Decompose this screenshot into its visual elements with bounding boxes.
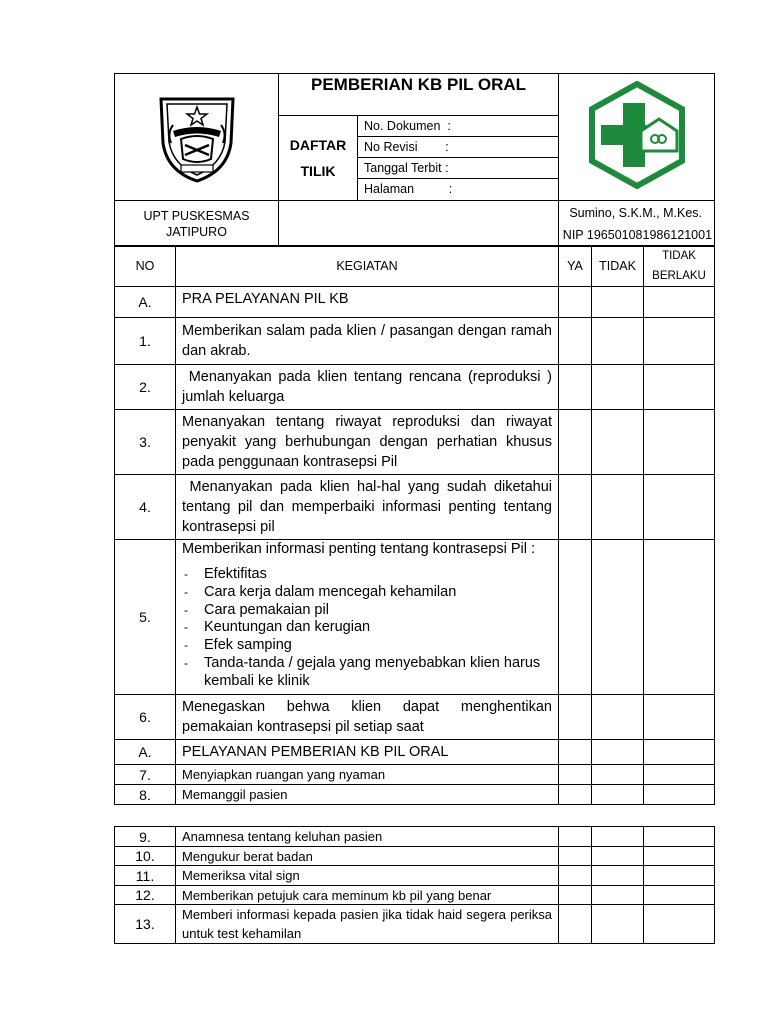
check-tidak-berlaku[interactable] [644, 287, 715, 318]
check-ya[interactable] [559, 540, 592, 695]
row-activity: Anamnesa tentang keluhan pasien [176, 827, 559, 847]
table-row [115, 318, 715, 365]
meta-halaman: Halaman : [364, 182, 453, 196]
check-ya[interactable] [559, 905, 592, 944]
check-tidak-berlaku[interactable] [644, 475, 715, 540]
row-activity: Mengukur berat badan [176, 847, 559, 866]
row-number: 11. [115, 866, 176, 886]
check-tidak-berlaku[interactable] [644, 886, 715, 905]
row-activity: Memberikan informasi penting tentang kontrasepsi Pil : [182, 541, 536, 557]
signer-name: Sumino, S.K.M., M.Kes. [569, 205, 703, 220]
check-tidak-berlaku[interactable] [644, 540, 715, 695]
col-header-tidak-berlaku [644, 246, 715, 287]
list-item: - Efektifitas [182, 566, 552, 584]
document-title: PEMBERIAN KB PIL ORAL [279, 74, 558, 116]
check-tidak[interactable] [592, 410, 644, 475]
row-number: 4. [115, 475, 176, 540]
meta-no-revisi: No Revisi : [358, 137, 558, 158]
check-tidak[interactable] [592, 847, 644, 866]
row-number: 12. [115, 886, 176, 905]
puskesmas-cross-icon [585, 81, 689, 189]
list-item: - Efek samping [182, 637, 552, 655]
row-number: 7. [115, 765, 176, 785]
check-ya[interactable] [559, 365, 592, 410]
row-activity: Memanggil pasien [176, 785, 559, 805]
document-header [114, 73, 715, 247]
row-activity: Memberi informasi kepada pasien jika tidak haid segera periksa untuk test kehamilan [176, 905, 559, 944]
row-number: 8. [115, 785, 176, 805]
check-tidak[interactable] [592, 695, 644, 740]
row-activity: Memeriksa vital sign [176, 866, 559, 886]
row-number: 6. [115, 695, 176, 740]
check-tidak-berlaku[interactable] [644, 318, 715, 365]
check-ya[interactable] [559, 827, 592, 847]
table-row [115, 287, 715, 318]
check-tidak[interactable] [592, 866, 644, 886]
check-tidak[interactable] [592, 886, 644, 905]
check-ya[interactable] [559, 785, 592, 805]
row-number: 2. [115, 365, 176, 410]
check-tidak[interactable] [592, 765, 644, 785]
row-activity-with-list [176, 540, 559, 695]
check-ya[interactable] [559, 318, 592, 365]
document-type-line1: DAFTAR [289, 137, 347, 153]
table-row [115, 740, 715, 765]
regency-crest-icon [151, 85, 243, 185]
row-activity: Menanyakan tentang riwayat reproduksi dan riwayat penyakit yang berhubungan dengan perhatian khusus pada penggunaan kontrasepsi Pil [176, 410, 559, 475]
check-ya[interactable] [559, 847, 592, 866]
table-row [115, 847, 715, 866]
organization-name [115, 201, 279, 247]
table-row [115, 905, 715, 944]
check-tidak[interactable] [592, 785, 644, 805]
col-header-no: NO [115, 246, 176, 287]
check-tidak-berlaku[interactable] [644, 695, 715, 740]
row-activity: Menyiapkan ruangan yang nyaman [176, 765, 559, 785]
info-list [182, 566, 552, 691]
check-tidak-berlaku[interactable] [644, 410, 715, 475]
row-activity: Menanyakan pada klien tentang rencana (reproduksi ) jumlah keluarga [176, 365, 559, 410]
row-number: 13. [115, 905, 176, 944]
list-item: - Cara kerja dalam mencegah kehamilan [182, 584, 552, 602]
signer-nip: NIP 196501081986121001 [562, 227, 713, 242]
document-type [279, 116, 358, 200]
row-number: A. [115, 740, 176, 765]
row-activity: Menanyakan pada klien hal-hal yang sudah diketahui tentang pil dan memperbaiki informasi penting tentang kontrasepsi pil [176, 475, 559, 540]
check-tidak[interactable] [592, 318, 644, 365]
checklist-table [114, 245, 715, 805]
organization-line1: UPT PUSKESMAS [143, 208, 250, 223]
signer-block [559, 201, 715, 247]
table-row [115, 827, 715, 847]
check-tidak[interactable] [592, 475, 644, 540]
check-ya[interactable] [559, 475, 592, 540]
checklist-table-continued [114, 826, 715, 944]
check-tidak-berlaku[interactable] [644, 847, 715, 866]
check-tidak-berlaku[interactable] [644, 827, 715, 847]
col-header-kegiatan: KEGIATAN [176, 246, 559, 287]
check-tidak[interactable] [592, 740, 644, 765]
meta-no-dokumen: No. Dokumen : [358, 116, 558, 137]
table-row [115, 410, 715, 475]
check-ya[interactable] [559, 866, 592, 886]
check-ya[interactable] [559, 287, 592, 318]
table-row [115, 785, 715, 805]
table-row [115, 695, 715, 740]
table-row [115, 475, 715, 540]
list-item: - Keuntungan dan kerugian [182, 619, 552, 637]
organization-line2: JATIPURO [166, 224, 227, 239]
check-ya[interactable] [559, 410, 592, 475]
check-tidak[interactable] [592, 540, 644, 695]
check-ya[interactable] [559, 765, 592, 785]
check-tidak[interactable] [592, 905, 644, 944]
regency-logo [115, 74, 279, 201]
row-number: 1. [115, 318, 176, 365]
empty-cell [279, 201, 559, 247]
check-tidak-berlaku[interactable] [644, 365, 715, 410]
check-tidak-berlaku[interactable] [644, 866, 715, 886]
table-row [115, 365, 715, 410]
row-activity: Memberikan petujuk cara meminum kb pil yang benar [176, 886, 559, 905]
table-row [115, 886, 715, 905]
table-row [115, 866, 715, 886]
puskesmas-logo [559, 74, 715, 201]
check-tidak-berlaku[interactable] [644, 765, 715, 785]
row-activity: Menegaskan behwa klien dapat menghentikan pemakaian kontrasepsi pil setiap saat [176, 695, 559, 740]
check-tidak[interactable] [592, 365, 644, 410]
check-tidak[interactable] [592, 287, 644, 318]
table-row [115, 540, 715, 695]
row-number: 9. [115, 827, 176, 847]
meta-tanggal-terbit: Tanggal Terbit : [358, 158, 558, 179]
list-item: - Cara pemakaian pil [182, 602, 552, 620]
col-header-tidak-berlaku-line1: TIDAK [662, 250, 696, 262]
check-tidak-berlaku[interactable] [644, 740, 715, 765]
check-tidak-berlaku[interactable] [644, 905, 715, 944]
row-number: 10. [115, 847, 176, 866]
document-type-line2: TILIK [300, 163, 336, 179]
check-ya[interactable] [559, 886, 592, 905]
row-number: 3. [115, 410, 176, 475]
row-number: 5. [115, 540, 176, 695]
list-item: - Tanda-tanda / gejala yang menyebabkan klien harus kembali ke klinik [182, 655, 552, 691]
row-activity: Memberikan salam pada klien / pasangan dengan ramah dan akrab. [176, 318, 559, 365]
check-ya[interactable] [559, 740, 592, 765]
col-header-ya: YA [559, 246, 592, 287]
check-tidak[interactable] [592, 827, 644, 847]
row-number: A. [115, 287, 176, 318]
col-header-tidak: TIDAK [592, 246, 644, 287]
row-section-title: PELAYANAN PEMBERIAN KB PIL ORAL [176, 740, 559, 765]
table-row [115, 765, 715, 785]
col-header-tidak-berlaku-line2: BERLAKU [652, 270, 706, 282]
check-tidak-berlaku[interactable] [644, 785, 715, 805]
row-section-title: PRA PELAYANAN PIL KB [176, 287, 559, 318]
check-ya[interactable] [559, 695, 592, 740]
